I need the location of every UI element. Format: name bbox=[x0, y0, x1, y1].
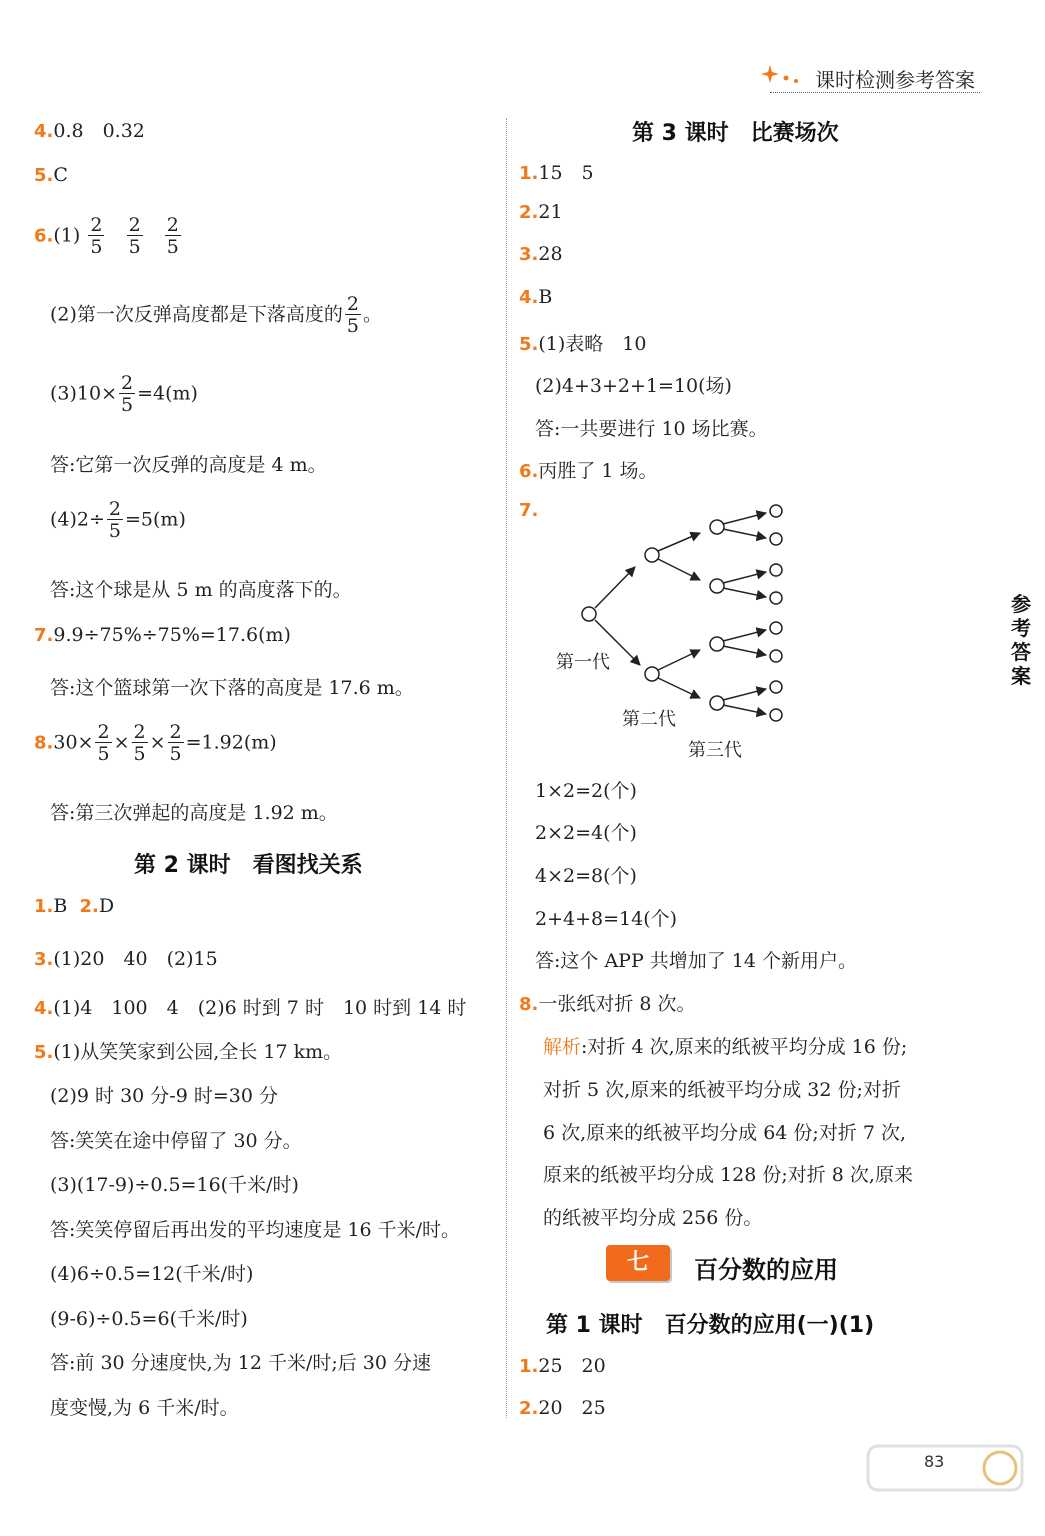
answer-c8-note-4: 原来的纸被平均分成 128 份;对折 8 次,原来 bbox=[543, 1164, 913, 1186]
answer-b5-4-answer-2: 度变慢,为 6 千米/时。 bbox=[50, 1397, 239, 1419]
answer-c1: 1.15 5 bbox=[519, 162, 594, 184]
answer-c5-1: 5.(1)表略 10 bbox=[519, 333, 647, 355]
analysis-label: 解析 bbox=[543, 1036, 582, 1058]
answer-c8-note-2: 对折 5 次,原来的纸被平均分成 32 份;对折 bbox=[543, 1079, 901, 1101]
answer-6-4: (4)2÷ $\frac{2}{5}$ =5(m) bbox=[50, 498, 186, 542]
answer-c8-note-5: 的纸被平均分成 256 份。 bbox=[543, 1207, 763, 1229]
answer-b5-4-answer-1: 答:前 30 分速度快,为 12 千米/时;后 30 分速 bbox=[50, 1352, 432, 1374]
answer-6-2: (2)第一次反弹高度都是下落高度的 $\frac{2}{5}$ 。 bbox=[50, 293, 383, 337]
answer-b5-3-answer: 答:笑笑停留后再出发的平均速度是 16 千米/时。 bbox=[50, 1219, 461, 1241]
answer-c7-line-1: 1×2=2(个) bbox=[535, 780, 637, 802]
fraction: $\frac{2}{5}$ bbox=[133, 721, 146, 765]
section-title-lesson-2: 第 2 课时 看图找关系 bbox=[134, 853, 363, 878]
tree-node-gen3 bbox=[710, 579, 724, 593]
answer-4: 4.0.8 0.32 bbox=[34, 120, 145, 142]
header-rule bbox=[770, 92, 980, 93]
tree-node-gen3 bbox=[710, 696, 724, 710]
tree-node-gen3 bbox=[710, 520, 724, 534]
tree-node-gen3 bbox=[710, 637, 724, 651]
answer-c6: 6.丙胜了 1 场。 bbox=[519, 460, 658, 482]
answer-b3: 3.(1)20 40 (2)15 bbox=[34, 948, 218, 970]
answer-6-1: 6.(1) $\frac{2}{5}$ $\frac{2}{5}$ $\frac{2}{5}$ bbox=[34, 214, 179, 258]
tree-node-gen1 bbox=[582, 607, 596, 621]
column-divider bbox=[506, 118, 507, 1418]
answer-b5-3: (3)(17-9)÷0.5=16(千米/时) bbox=[50, 1174, 299, 1196]
answer-8: 8.30× $\frac{2}{5}$ × $\frac{2}{5}$ × $\frac{2}{5}$ =1.92(m) bbox=[34, 721, 277, 765]
answer-b1-b2: 1.B 2.D bbox=[34, 895, 115, 917]
watermark-logo bbox=[860, 1440, 1030, 1525]
answer-c3: 3.28 bbox=[519, 243, 563, 265]
answer-b5-4b: (9-6)÷0.5=6(千米/时) bbox=[50, 1308, 248, 1330]
answer-d2: 2.20 25 bbox=[519, 1397, 606, 1419]
answer-c5-2: (2)4+3+2+1=10(场) bbox=[535, 375, 732, 397]
answer-7: 7.9.9÷75%÷75%=17.6(m) bbox=[34, 624, 291, 646]
fraction: $\frac{2}{5}$ bbox=[346, 293, 360, 337]
fraction: $\frac{2}{5}$ bbox=[166, 214, 179, 258]
fraction: $\frac{2}{5}$ bbox=[97, 721, 110, 765]
tree-label-gen1: 第一代 bbox=[556, 652, 610, 673]
answer-b5-4a: (4)6÷0.5=12(千米/时) bbox=[50, 1263, 254, 1285]
answer-8-answer: 答:第三次弹起的高度是 1.92 m。 bbox=[50, 802, 338, 824]
fraction: $\frac{2}{5}$ bbox=[169, 721, 182, 765]
answer-b5-2: (2)9 时 30 分-9 时=30 分 bbox=[50, 1085, 278, 1107]
section-title-lesson-3: 第 3 课时 比赛场次 bbox=[632, 121, 839, 146]
answer-c7-line-4: 2+4+8=14(个) bbox=[535, 908, 678, 930]
section-title-unit7-lesson-1: 第 1 课时 百分数的应用(一)(1) bbox=[546, 1313, 875, 1338]
page-number: 83 bbox=[924, 1452, 945, 1471]
unit-title: 百分数的应用 bbox=[694, 1256, 838, 1284]
side-tab: 参 考 答 案 bbox=[1011, 592, 1031, 688]
fraction: $\frac{2}{5}$ bbox=[90, 214, 103, 258]
answer-d1: 1.25 20 bbox=[519, 1355, 606, 1377]
answer-c8: 8.一张纸对折 8 次。 bbox=[519, 993, 696, 1015]
answer-c7-line-3: 4×2=8(个) bbox=[535, 865, 637, 887]
answer-7-answer: 答:这个篮球第一次下落的高度是 17.6 m。 bbox=[50, 677, 414, 699]
tree-label-gen2: 第二代 bbox=[622, 709, 676, 730]
user-growth-tree-diagram bbox=[540, 495, 800, 735]
answer-c8-note-1: 解析:对折 4 次,原来的纸被平均分成 16 份; bbox=[543, 1036, 908, 1058]
answer-6-4-answer: 答:这个球是从 5 m 的高度落下的。 bbox=[50, 579, 352, 601]
header-title: 课时检测参考答案 bbox=[815, 68, 975, 92]
tree-label-gen3: 第三代 bbox=[688, 740, 742, 761]
answer-b4: 4.(1)4 100 4 (2)6 时到 7 时 10 时到 14 时 bbox=[34, 997, 467, 1019]
answer-c7-line-2: 2×2=4(个) bbox=[535, 822, 637, 844]
fraction: $\frac{2}{5}$ bbox=[128, 214, 141, 258]
answer-6-3: (3)10× $\frac{2}{5}$ =4(m) bbox=[50, 372, 198, 416]
tree-node-gen2 bbox=[645, 667, 659, 681]
answer-c5-answer: 答:一共要进行 10 场比赛。 bbox=[535, 418, 768, 440]
answer-5: 5.C bbox=[34, 164, 68, 186]
answer-c7-answer: 答:这个 APP 共增加了 14 个新用户。 bbox=[535, 950, 858, 972]
fraction: $\frac{2}{5}$ bbox=[121, 372, 134, 416]
answer-6-3-answer: 答:它第一次反弹的高度是 4 m。 bbox=[50, 454, 327, 476]
sparkle-icon bbox=[760, 62, 806, 88]
answer-c8-note-3: 6 次,原来的纸被平均分成 64 份;对折 7 次, bbox=[543, 1122, 907, 1144]
unit-badge: 七 bbox=[606, 1245, 670, 1281]
answer-b5-2-answer: 答:笑笑在途中停留了 30 分。 bbox=[50, 1130, 302, 1152]
answer-c4: 4.B bbox=[519, 286, 553, 308]
answer-c7-number: 7. bbox=[519, 500, 539, 521]
tree-node-gen2 bbox=[645, 548, 659, 562]
answer-c2: 2.21 bbox=[519, 201, 563, 223]
fraction: $\frac{2}{5}$ bbox=[108, 498, 122, 542]
answer-b5-1: 5.(1)从笑笑家到公园,全长 17 km。 bbox=[34, 1041, 343, 1063]
